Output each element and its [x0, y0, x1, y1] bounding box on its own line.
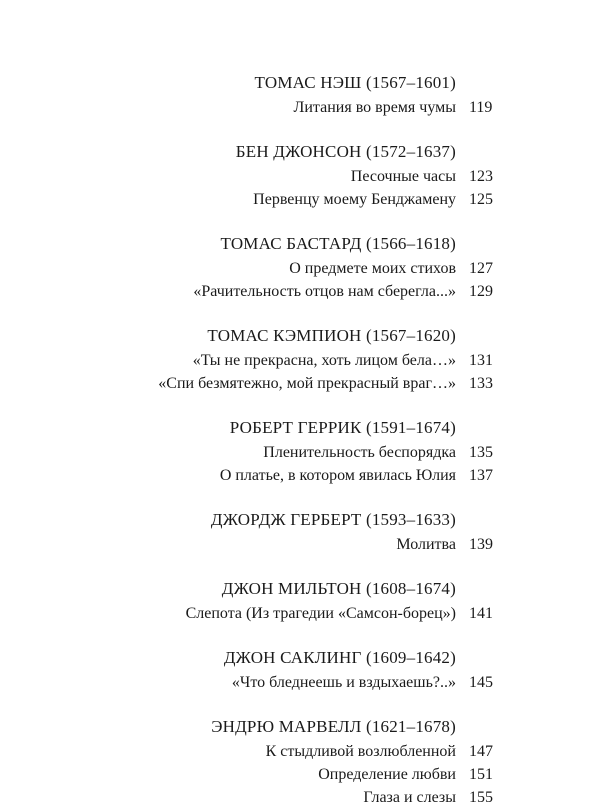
toc-entry[interactable] — [0, 349, 600, 372]
author-heading — [0, 714, 600, 740]
page-number: 131 — [469, 352, 493, 369]
poem-title: О платье, в котором явилась Юлия — [219, 467, 456, 484]
author-name: РОБЕРТ ГЕРРИК (1591–1674) — [229, 418, 456, 437]
page-number: 137 — [469, 467, 493, 484]
poem-title: Молитва — [396, 536, 456, 553]
toc-entry[interactable] — [0, 165, 600, 188]
toc-entry[interactable] — [0, 188, 600, 211]
toc-entry[interactable] — [0, 257, 600, 280]
page-number: 135 — [469, 444, 493, 461]
page-number: 125 — [469, 191, 493, 208]
page-number: 155 — [469, 789, 493, 806]
toc-section — [0, 231, 600, 303]
section-gap — [0, 625, 600, 645]
author-heading — [0, 576, 600, 602]
page-number: 151 — [469, 766, 493, 783]
toc-entry[interactable] — [0, 786, 600, 809]
page-number: 145 — [469, 674, 493, 691]
toc-entry[interactable] — [0, 441, 600, 464]
author-heading — [0, 507, 600, 533]
toc-section — [0, 507, 600, 556]
poem-title: О предмете моих стихов — [289, 260, 456, 277]
author-name: ТОМАС КЭМПИОН (1567–1620) — [207, 326, 456, 345]
page-number: 119 — [469, 99, 493, 116]
toc-entry[interactable] — [0, 464, 600, 487]
poem-title: Пленительность беспорядка — [263, 444, 456, 461]
section-gap — [0, 395, 600, 415]
section-gap — [0, 211, 600, 231]
toc-entry[interactable] — [0, 533, 600, 556]
toc-section — [0, 415, 600, 487]
toc-section — [0, 645, 600, 694]
poem-title: «Спи безмятежно, мой прекрасный враг…» — [158, 375, 456, 392]
section-gap — [0, 119, 600, 139]
author-heading — [0, 139, 600, 165]
page-number: 129 — [469, 283, 493, 300]
section-gap — [0, 487, 600, 507]
section-gap — [0, 694, 600, 714]
toc-entry[interactable] — [0, 96, 600, 119]
section-gap — [0, 556, 600, 576]
page-number: 123 — [469, 168, 493, 185]
page-number: 133 — [469, 375, 493, 392]
poem-title: «Рачительность отцов нам сберегла...» — [193, 283, 456, 300]
toc-entry[interactable] — [0, 671, 600, 694]
toc-section — [0, 323, 600, 395]
poem-title: «Ты не прекрасна, хоть лицом бела…» — [192, 352, 456, 369]
toc-entry[interactable] — [0, 602, 600, 625]
poem-title: Литания во время чумы — [293, 99, 456, 116]
toc-entry[interactable] — [0, 280, 600, 303]
poem-title: Слепота (Из трагедии «Самсон-борец») — [185, 605, 456, 622]
author-name: ЭНДРЮ МАРВЕЛЛ (1621–1678) — [211, 717, 456, 736]
section-gap — [0, 303, 600, 323]
poem-title: Первенцу моему Бенджамену — [253, 191, 456, 208]
toc-entry[interactable] — [0, 740, 600, 763]
author-name: БЕН ДЖОНСОН (1572–1637) — [235, 142, 456, 161]
poem-title: Определение любви — [318, 766, 456, 783]
author-name: ДЖОН САКЛИНГ (1609–1642) — [223, 648, 456, 667]
page-number: 147 — [469, 743, 493, 760]
author-heading — [0, 323, 600, 349]
author-name: ДЖОРДЖ ГЕРБЕРТ (1593–1633) — [210, 510, 456, 529]
page-number: 139 — [469, 536, 493, 553]
author-heading — [0, 645, 600, 671]
toc-entry[interactable] — [0, 763, 600, 786]
author-name: ДЖОН МИЛЬТОН (1608–1674) — [221, 579, 456, 598]
poem-title: Глаза и слезы — [363, 789, 456, 806]
author-heading — [0, 70, 600, 96]
author-name: ТОМАС БАСТАРД (1566–1618) — [220, 234, 456, 253]
poem-title: К стыдливой возлюбленной — [265, 743, 456, 760]
table-of-contents — [0, 70, 600, 809]
page-number: 127 — [469, 260, 493, 277]
toc-entry[interactable] — [0, 372, 600, 395]
poem-title: Песочные часы — [350, 168, 456, 185]
page-number: 141 — [469, 605, 493, 622]
toc-section — [0, 576, 600, 625]
toc-section — [0, 139, 600, 211]
poem-title: «Что бледнеешь и вздыхаешь?..» — [231, 674, 456, 691]
author-heading — [0, 231, 600, 257]
toc-section — [0, 70, 600, 119]
author-heading — [0, 415, 600, 441]
toc-section — [0, 714, 600, 809]
author-name: ТОМАС НЭШ (1567–1601) — [254, 73, 456, 92]
